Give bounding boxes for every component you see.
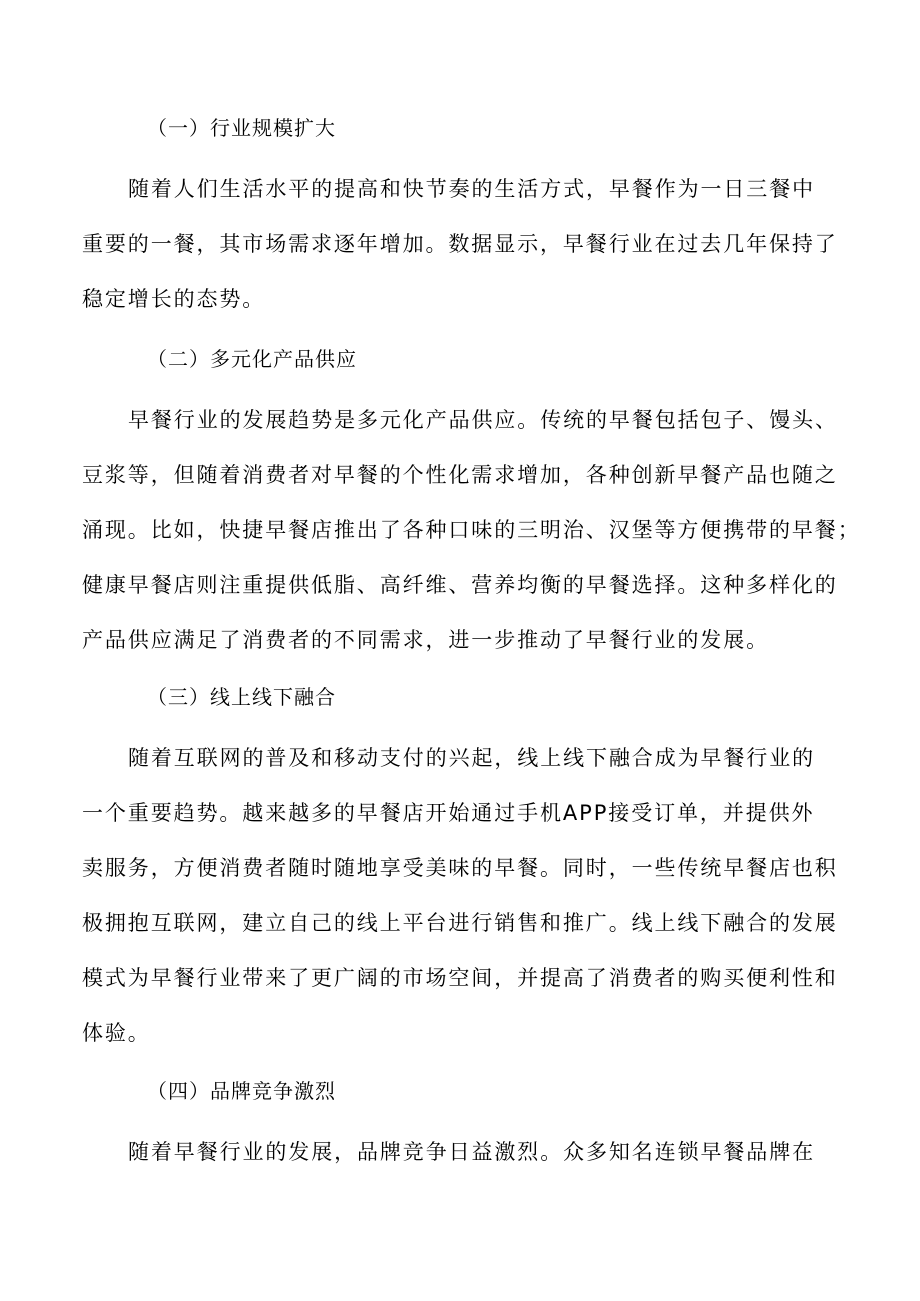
section-heading-3: （三）线上线下融合 xyxy=(147,685,336,709)
paragraph-line: 豆浆等，但随着消费者对早餐的个性化需求增加，各种创新早餐产品也随之 xyxy=(82,463,838,487)
paragraph-line: 极拥抱互联网，建立自己的线上平台进行销售和推广。线上线下融合的发展 xyxy=(82,911,838,935)
paragraph-line: 随着人们生活水平的提高和快节奏的生活方式，早餐作为一日三餐中 xyxy=(128,177,815,201)
paragraph-line: 体验。 xyxy=(82,1021,151,1045)
paragraph-line: 涌现。比如，快捷早餐店推出了各种口味的三明治、汉堡等方便携带的早餐； xyxy=(82,518,861,542)
paragraph-line: 卖服务，方便消费者随时随地享受美味的早餐。同时，一些传统早餐店也积 xyxy=(82,856,838,880)
paragraph-line: 随着互联网的普及和移动支付的兴起，线上线下融合成为早餐行业的 xyxy=(128,746,815,770)
paragraph-line: 随着早餐行业的发展，品牌竞争日益激烈。众多知名连锁早餐品牌在 xyxy=(128,1140,815,1164)
paragraph-line: 产品供应满足了消费者的不同需求，进一步推动了早餐行业的发展。 xyxy=(82,628,769,652)
paragraph-line: 模式为早餐行业带来了更广阔的市场空间，并提高了消费者的购买便利性和 xyxy=(82,966,838,990)
paragraph-line: 早餐行业的发展趋势是多元化产品供应。传统的早餐包括包子、馒头、 xyxy=(128,408,838,432)
paragraph-line: 稳定增长的态势。 xyxy=(82,287,266,311)
paragraph-line: 健康早餐店则注重提供低脂、高纤维、营养均衡的早餐选择。这种多样化的 xyxy=(82,573,838,597)
section-heading-4: （四）品牌竞争激烈 xyxy=(147,1079,336,1103)
section-heading-1: （一）行业规模扩大 xyxy=(147,116,336,140)
paragraph-line: 一个重要趋势。越来越多的早餐店开始通过手机APP接受订单，并提供外 xyxy=(82,801,815,825)
paragraph-line: 重要的一餐，其市场需求逐年增加。数据显示，早餐行业在过去几年保持了 xyxy=(82,232,838,256)
section-heading-2: （二）多元化产品供应 xyxy=(147,347,357,371)
